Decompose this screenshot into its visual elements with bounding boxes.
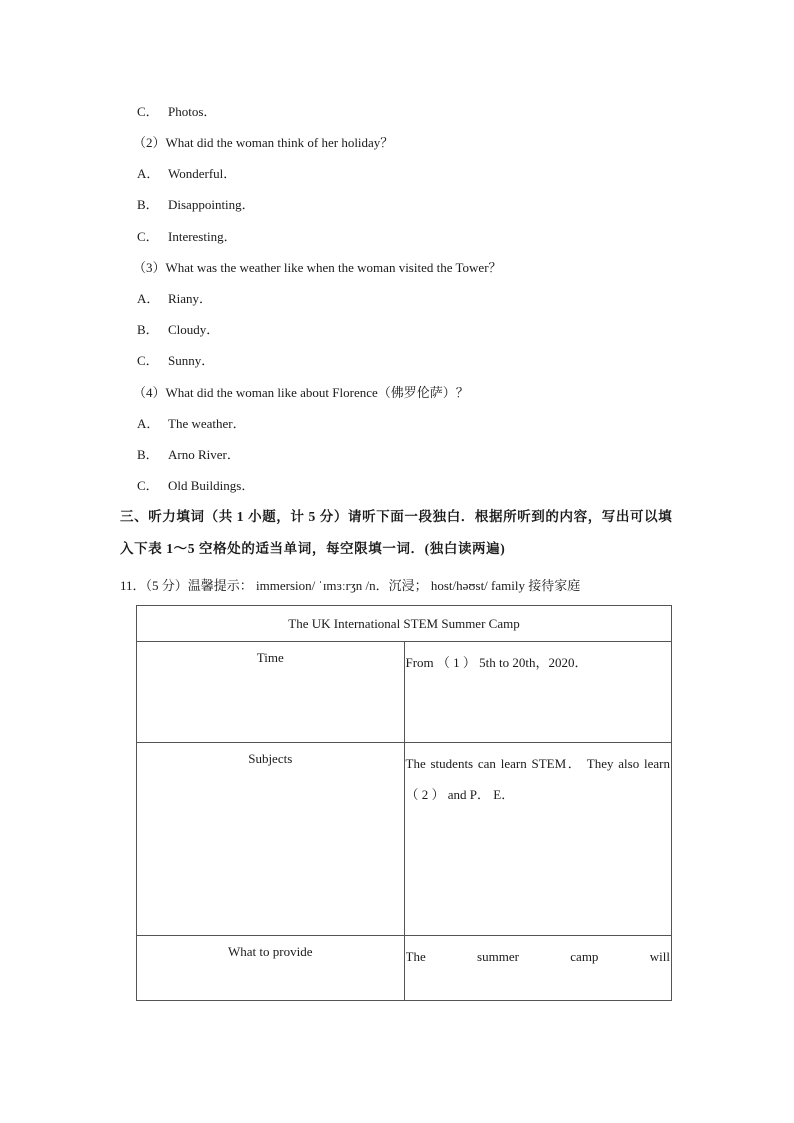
option-text: Riany．	[168, 291, 213, 306]
q4-stem: （4）What did the woman like about Florence（佛罗伦萨）？	[133, 385, 469, 400]
row-label-subjects: Subjects	[137, 743, 405, 936]
option-letter: B．	[137, 447, 159, 462]
row-value-time: From （ 1 ） 5th to 20th，2020．	[404, 642, 672, 743]
table-row	[137, 743, 672, 936]
option-text: Interesting．	[168, 229, 237, 244]
table-title: The UK International STEM Summer Camp	[137, 606, 672, 642]
q2-stem: （2）What did the woman think of her holiday？	[133, 135, 394, 150]
section-heading-line-1: 三、听力填词（共 1 小题，计 5 分）请听下面一段独白．根据所听到的内容，写出可以填	[120, 509, 673, 524]
option-text: Disappointing．	[168, 197, 255, 212]
row-value-provide	[404, 936, 672, 1001]
option-letter: A．	[137, 166, 160, 181]
q2-option-a	[137, 165, 236, 183]
option-letter: A．	[137, 291, 160, 306]
row-value-subjects: The students can learn STEM． They also learn （ 2 ） and P． E．	[404, 743, 672, 936]
option-text: Photos．	[168, 104, 217, 119]
q2-option-c	[137, 228, 237, 246]
option-letter: C．	[137, 104, 159, 119]
q3-stem: （3）What was the weather like when the woman visited the Tower？	[133, 260, 502, 275]
q11-intro: 11．（5 分）温馨提示： immersion/ ˈɪmɜːrʒn /n．沉浸； host/həʊst/ family 接待家庭	[120, 578, 581, 593]
row-label-provide: What to provide	[137, 936, 405, 1001]
section-heading-line-2: 入下表 1～5 空格处的适当单词，每空限填一词．(独白读两遍)	[120, 541, 506, 556]
q4-option-c	[137, 477, 254, 495]
q4-option-a	[137, 415, 246, 433]
option-letter: B．	[137, 197, 159, 212]
option-text: Wonderful．	[168, 166, 237, 181]
option-letter: B．	[137, 322, 159, 337]
q3-option-c	[137, 352, 214, 370]
row-label-time: Time	[137, 642, 405, 743]
option-text: The weather．	[168, 416, 246, 431]
q2-option-b	[137, 196, 255, 214]
option-text: Cloudy．	[168, 322, 220, 337]
q3-option-a	[137, 290, 212, 308]
option-letter: C．	[137, 353, 159, 368]
q3-option-b	[137, 321, 219, 339]
option-letter: C．	[137, 478, 159, 493]
table-row	[137, 642, 672, 743]
summer-camp-table	[136, 605, 672, 1001]
table-title-row	[137, 606, 672, 642]
q1-option-c	[137, 103, 216, 121]
option-letter: C．	[137, 229, 159, 244]
q4-option-b	[137, 446, 240, 464]
option-text: Sunny．	[168, 353, 215, 368]
table-row	[137, 936, 672, 1001]
option-text: Old Buildings．	[168, 478, 255, 493]
option-text: Arno River．	[168, 447, 240, 462]
option-letter: A．	[137, 416, 160, 431]
row-value-provide-text: The summer camp will	[405, 949, 670, 964]
